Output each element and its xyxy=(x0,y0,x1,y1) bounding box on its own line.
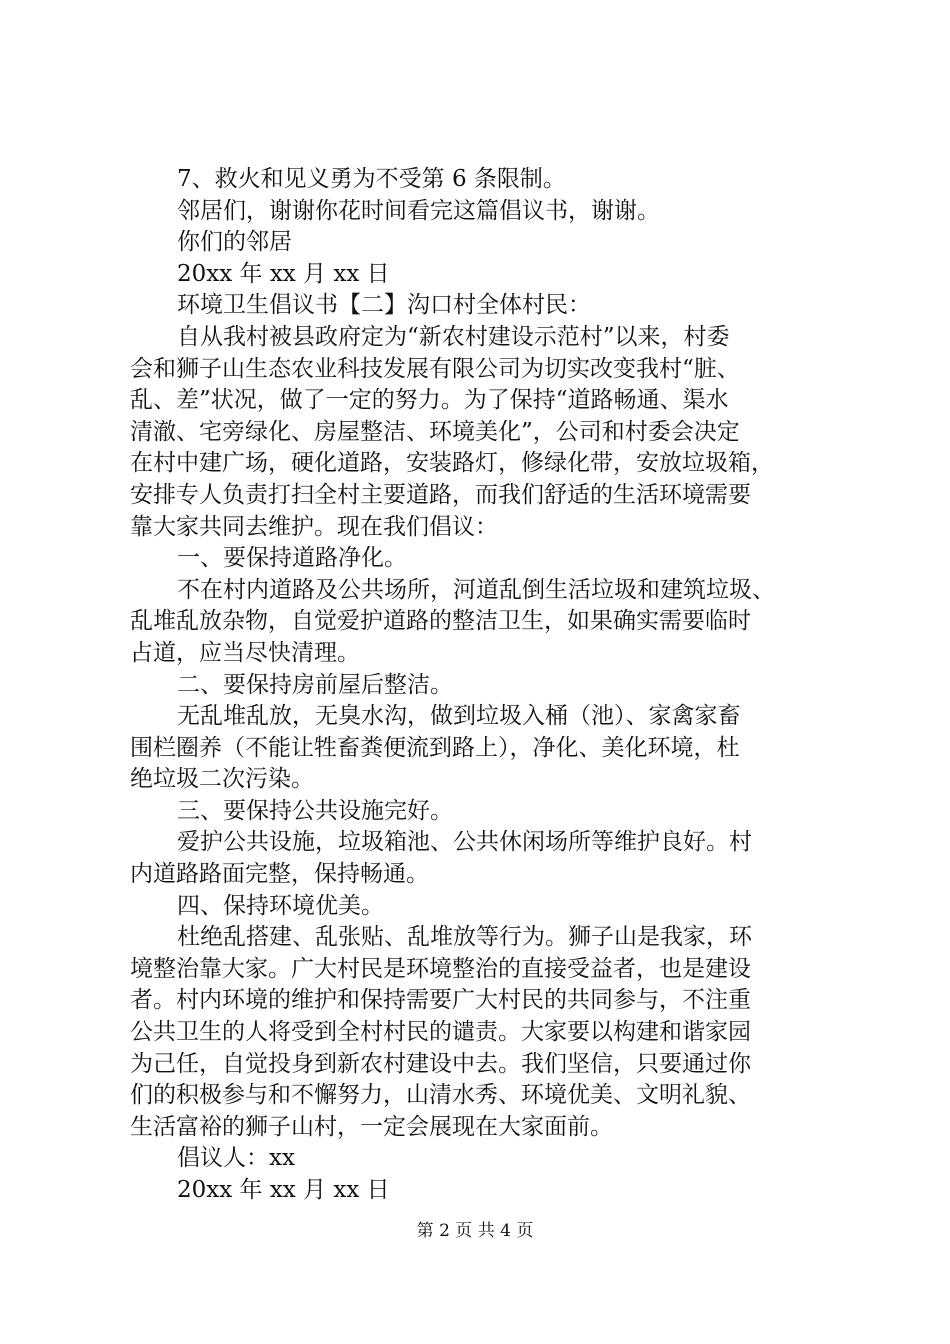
text-line: 公共卫生的人将受到全村村民的谴责。大家要以构建和谐家园 xyxy=(130,1019,751,1046)
text-line: 自从我村被县政府定为“新农村建设示范村”以来，村委 xyxy=(177,323,730,350)
text-line: 靠大家共同去维护。现在我们倡议： xyxy=(130,513,498,540)
text-line: 会和狮子山生态农业科技发展有限公司为切实改变我村“脏、 xyxy=(130,355,740,382)
page-footer: 第 2 页 共 4 页 xyxy=(416,1221,534,1241)
text-line: 乱堆乱放杂物，自觉爱护道路的整洁卫生，如果确实需要临时 xyxy=(130,608,751,635)
text-line: 在村中建广场，硬化道路，安装路灯，修绿化带，安放垃圾箱， xyxy=(130,450,774,477)
text-line: 们的积极参与和不懈努力，山清水秀、环境优美、文明礼貌、 xyxy=(130,1082,751,1109)
text-line: 邻居们，谢谢你花时间看完这篇倡议书，谢谢。 xyxy=(177,197,660,224)
text-line: 环境卫生倡议书【二】沟口村全体村民： xyxy=(177,292,591,319)
text-line: 者。村内环境的维护和保持需要广大村民的共同参与，不注重 xyxy=(130,987,751,1014)
text-line: 不在村内道路及公共场所，河道乱倒生活垃圾和建筑垃圾、 xyxy=(177,576,775,603)
text-line: 境整治靠大家。广大村民是环境整治的直接受益者，也是建设 xyxy=(130,955,751,982)
text-line: 爱护公共设施，垃圾箱池、公共休闲场所等维护良好。村 xyxy=(177,829,752,856)
text-line: 无乱堆乱放，无臭水沟，做到垃圾入桶（池）、家禽家畜 xyxy=(177,703,741,730)
text-line: 杜绝乱搭建、乱张贴、乱堆放等行为。狮子山是我家，环 xyxy=(177,924,752,951)
text-line: 倡议人：xx xyxy=(177,1145,295,1172)
text-line: 20xx 年 xx 月 xx 日 xyxy=(177,1177,390,1203)
text-line: 20xx 年 xx 月 xx 日 xyxy=(177,260,390,287)
text-line: 占道，应当尽快清理。 xyxy=(130,639,360,666)
text-line: 三、要保持公共设施完好。 xyxy=(177,797,453,824)
text-line: 生活富裕的狮子山村，一定会展现在大家面前。 xyxy=(130,1113,613,1140)
text-line: 内道路路面完整，保持畅通。 xyxy=(130,861,429,888)
text-line: 四、保持环境优美。 xyxy=(177,892,384,919)
text-line: 二、要保持房前屋后整洁。 xyxy=(177,671,453,698)
text-line: 7、救火和见义勇为不受第 6 条限制。 xyxy=(177,166,566,192)
text-line: 为己任，自觉投身到新农村建设中去。我们坚信，只要通过你 xyxy=(130,1050,751,1077)
text-line: 绝垃圾二次污染。 xyxy=(130,766,314,793)
document-body xyxy=(130,164,838,1207)
text-line: 乱、差”状况，做了一定的努力。为了保持“道路畅通、渠水 xyxy=(130,387,729,414)
text-line: 安排专人负责打扫全村主要道路，而我们舒适的生活环境需要 xyxy=(130,481,751,508)
text-line: 围栏圈养（不能让牲畜粪便流到路上），净化、美化环境，杜 xyxy=(130,734,740,761)
text-line: 一、要保持道路净化。 xyxy=(177,545,407,572)
text-line: 清澈、宅旁绿化、房屋整洁、环境美化”，公司和村委会决定 xyxy=(130,418,740,445)
text-line: 你们的邻居 xyxy=(177,229,292,256)
